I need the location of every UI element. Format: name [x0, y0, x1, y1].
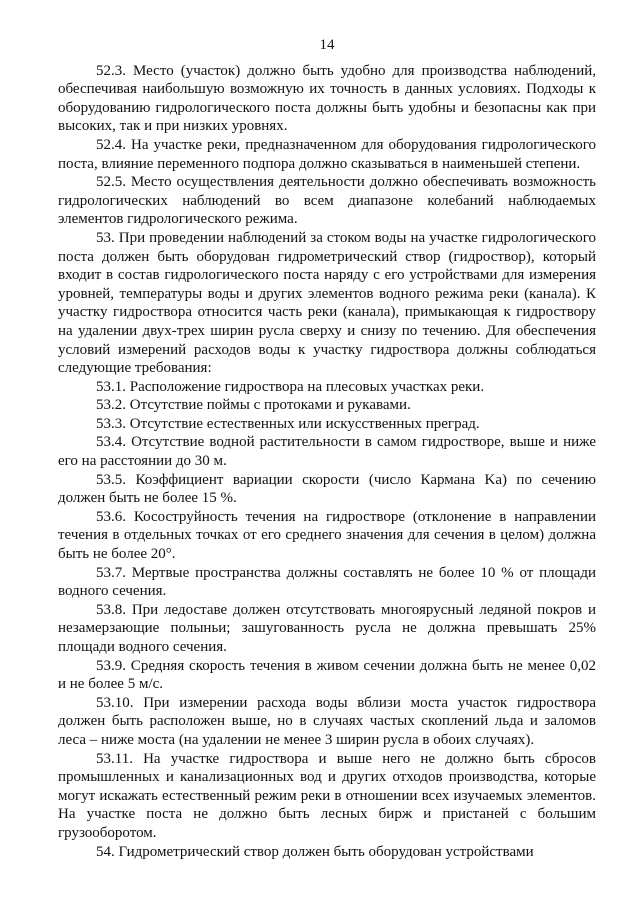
- paragraph-53-9: 53.9. Средняя скорость течения в живом сечении должна быть не менее 0,02 и не более 5 м/с.: [58, 657, 596, 693]
- paragraph-53-2: 53.2. Отсутствие поймы с протоками и рукавами.: [96, 397, 411, 414]
- paragraph-53-6: 53.6. Косоструйность течения на гидростворе (отклонение в направлении течения в отдельных точках от его среднего значения для сечения в целом) должна быть не более 20°.: [58, 508, 596, 563]
- paragraph-52-4: 52.4. На участке реки, предназначенном для оборудования гидрологического поста, влияние переменного подпора должно сказываться в наименьшей степени.: [58, 136, 596, 172]
- paragraph-53-3: 53.3. Отсутствие естественных или искусственных преград.: [96, 415, 480, 432]
- paragraph-53-8: 53.8. При ледоставе должен отсутствовать многоярусный ледяной покров и незамерзающие полыньи; зашугованность русла не должна превышать 25% площади водного сечения.: [58, 601, 596, 655]
- paragraph-52-5: 52.5. Место осуществления деятельности должно обеспечивать возможность гидрологических наблюдений во всем диапазоне колебаний наблюдаемых элементов гидрологического режима.: [58, 174, 596, 228]
- page-number: 14: [319, 37, 335, 53]
- paragraph-53-1: 53.1. Расположение гидроствора на плесовых участках реки.: [96, 378, 485, 395]
- paragraph-53-10: 53.10. При измерении расхода воды вблизи моста участок гидроствора должен быть расположен выше, но в случаях частых скоплений льда и заломов леса – ниже моста (на удалении не менее 3 ширин русла в обоих случаях).: [58, 694, 596, 748]
- paragraph-53-5: 53.5. Коэффициент вариации скорости (число Кармана Ka) по сечению должен быть не более 15 %.: [58, 471, 596, 507]
- paragraph-53-7: 53.7. Мертвые пространства должны составлять не более 10 % от площади водного сечения.: [58, 564, 596, 600]
- paragraph-54: 54. Гидрометрический створ должен быть оборудован устройствами: [96, 843, 534, 860]
- paragraph-53: 53. При проведении наблюдений за стоком воды на участке гидрологического поста должен быть оборудован гидрометрический створ (гидроствор), который входит в состав гидрологического поста наряду с его устройствами для измерения уровней, температуры воды и других элементов водного режима реки (канала). К участку гидроствора относится часть реки (канала), примыкающая к гидроствору на удалении двух-трех ширин русла сверху и снизу по течению. Для обеспечения условий измерений расходов воды к участку гидроствора должны соблюдаться следующие требования:: [58, 229, 596, 377]
- paragraph-52-3: 52.3. Место (участок) должно быть удобно для производства наблюдений, обеспечивая наибольшую возможную их точность в данных условиях. Подходы к оборудованию гидрологического поста должны быть удобны и безопасны как при высоких, так и при низких уровнях.: [58, 62, 596, 135]
- document-page: [58, 36, 596, 861]
- paragraph-53-11: 53.11. На участке гидроствора и выше него не должно быть сбросов промышленных и канализационных вод и других отходов производства, которые могут искажать естественный режим реки в отношении всех изучаемых элементов. На участке поста не должно быть лесных бирж и пристаней с большим грузооборотом.: [58, 750, 596, 841]
- paragraph-53-4: 53.4. Отсутствие водной растительности в самом гидростворе, выше и ниже его на расстоянии до 30 м.: [58, 434, 596, 470]
